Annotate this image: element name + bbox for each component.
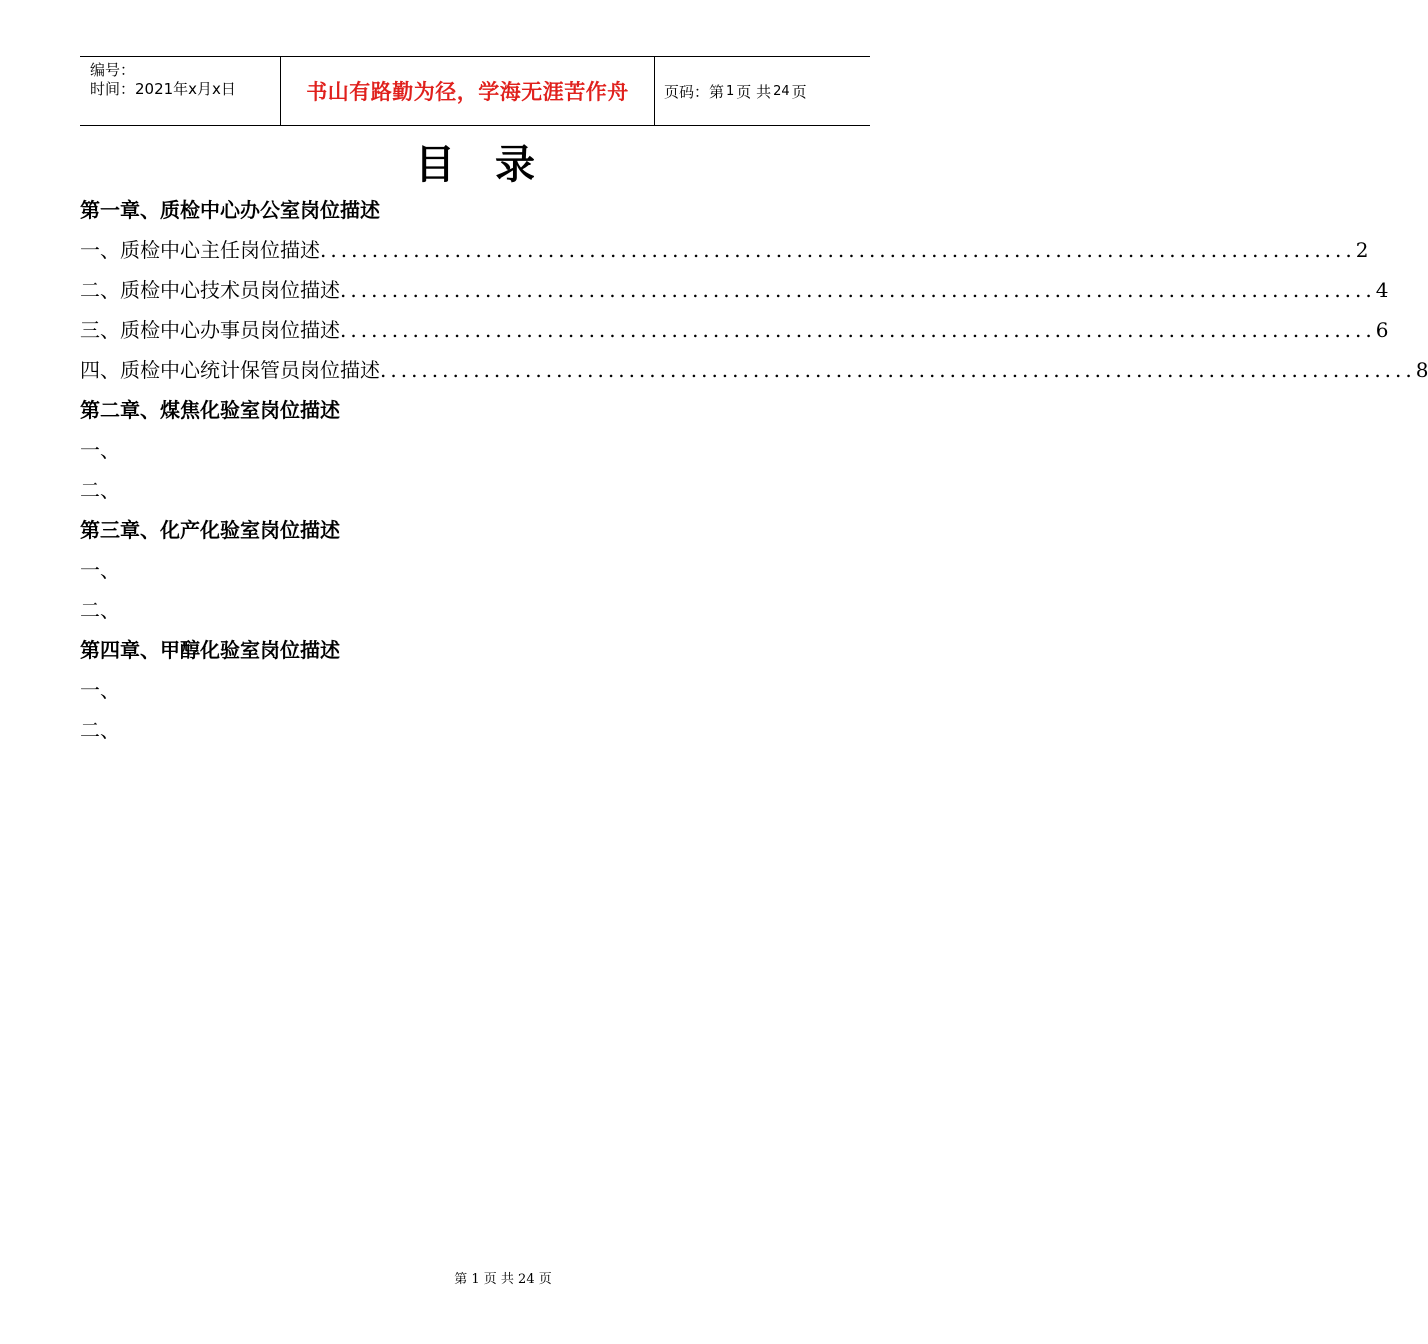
page-header bbox=[80, 56, 870, 126]
toc-item-one: 一、 bbox=[80, 678, 120, 702]
toc-leader-dots: .................................................................................................... bbox=[380, 358, 1416, 382]
page-footer: 第 1 页 共 24 页 bbox=[454, 1272, 552, 1287]
header-motto: 书山有路勤为径，学海无涯苦作舟 bbox=[281, 57, 655, 125]
toc-entry[interactable] bbox=[80, 350, 1428, 390]
header-page-number bbox=[655, 57, 870, 125]
page-current: 1 bbox=[726, 83, 735, 99]
page-prefix: 页码：第 bbox=[664, 82, 725, 101]
toc-entry-page: 2 bbox=[1355, 238, 1369, 262]
toc-entry-text: 四、质检中心统计保管员岗位描述 bbox=[80, 358, 380, 382]
page-mid: 页 共 bbox=[736, 82, 772, 101]
toc-item-two: 二、 bbox=[80, 718, 120, 742]
toc-entry-page: 4 bbox=[1375, 278, 1389, 302]
page-title: 目录 bbox=[415, 142, 575, 188]
toc-item-one: 一、 bbox=[80, 558, 120, 582]
toc-item-one: 一、 bbox=[80, 438, 120, 462]
toc-entry[interactable] bbox=[80, 310, 1389, 350]
toc-entry-text: 三、质检中心办事员岗位描述 bbox=[80, 318, 340, 342]
toc-entry[interactable] bbox=[80, 270, 1389, 310]
toc-entry-page: 6 bbox=[1375, 318, 1389, 342]
toc-entry-text: 二、质检中心技术员岗位描述 bbox=[80, 278, 340, 302]
page-suffix: 页 bbox=[791, 82, 807, 101]
toc-entry[interactable] bbox=[80, 230, 1369, 270]
toc-entry-page: 8 bbox=[1415, 358, 1428, 382]
table-of-contents bbox=[80, 190, 1428, 750]
toc-entry-text: 一、质检中心主任岗位描述 bbox=[80, 238, 320, 262]
toc-leader-dots: .................................................................................................... bbox=[340, 318, 1376, 342]
document-number-label: 编号： bbox=[90, 61, 136, 79]
toc-item-two: 二、 bbox=[80, 478, 120, 502]
document-time-label: 时间：2021年x月x日 bbox=[90, 80, 236, 98]
toc-chapter-3[interactable]: 第三章、化产化验室岗位描述 bbox=[80, 518, 340, 542]
header-meta bbox=[80, 57, 281, 125]
toc-item-two: 二、 bbox=[80, 598, 120, 622]
toc-chapter-4[interactable]: 第四章、甲醇化验室岗位描述 bbox=[80, 638, 340, 662]
page-total: 24 bbox=[773, 83, 790, 99]
toc-leader-dots: .................................................................................................... bbox=[320, 238, 1356, 262]
toc-leader-dots: .................................................................................................... bbox=[340, 278, 1376, 302]
toc-chapter-2[interactable]: 第二章、煤焦化验室岗位描述 bbox=[80, 398, 340, 422]
toc-chapter-1[interactable]: 第一章、质检中心办公室岗位描述 bbox=[80, 198, 380, 222]
